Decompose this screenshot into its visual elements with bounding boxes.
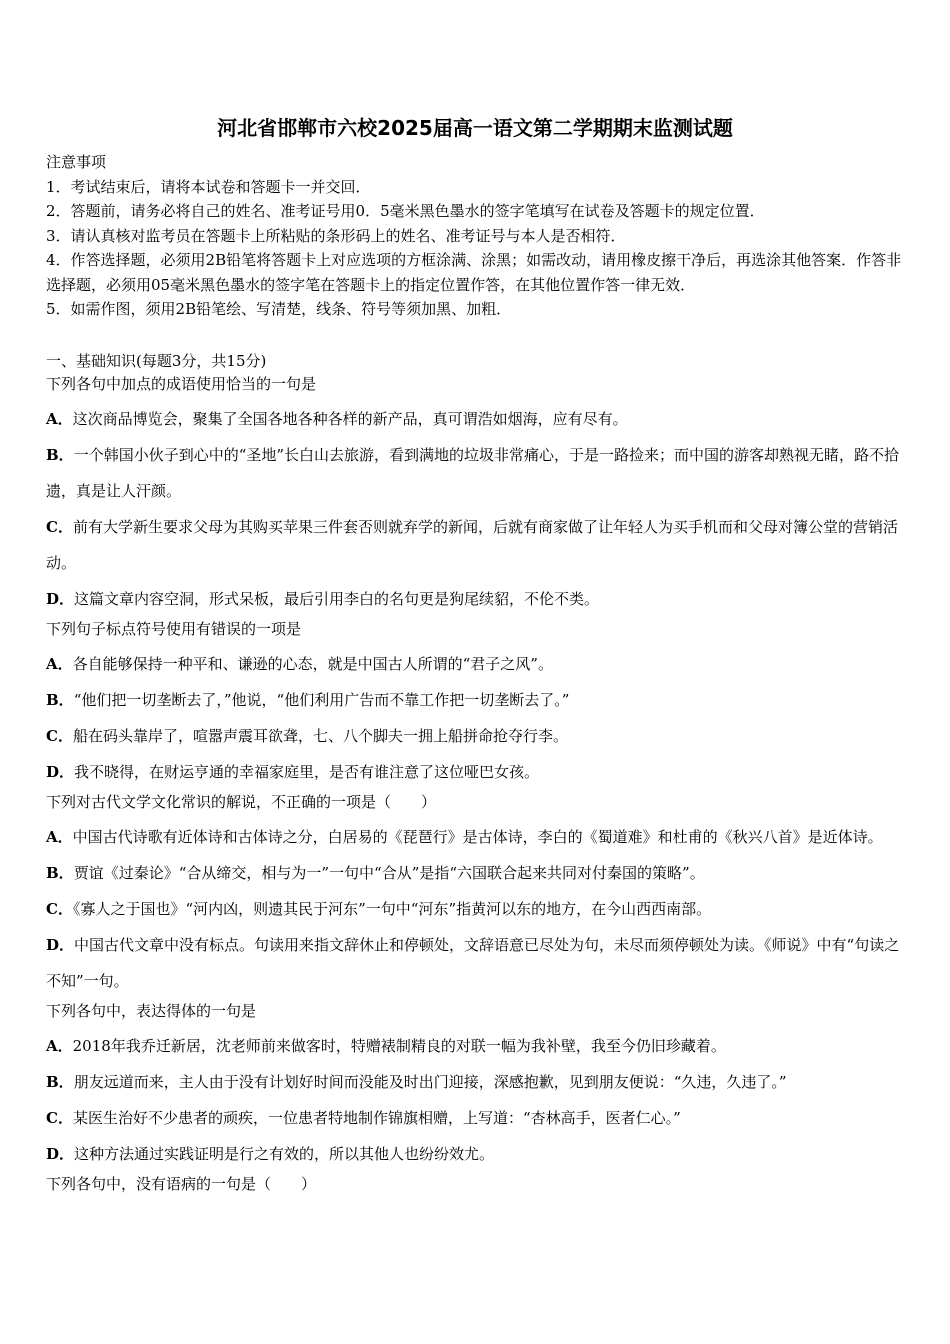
option-b — [46, 1064, 908, 1100]
option-text: 《寡人之于国也》“河内凶，则遗其民于河东”一句中“河东”指黄河以东的地方，在今山西西南部。 — [72, 900, 712, 918]
question-stem: 下列各句中，没有语病的一句是（ ） — [46, 1175, 317, 1193]
question — [46, 617, 908, 790]
option-label: B． — [46, 446, 74, 464]
option-text: 朋友远道而来，主人由于没有计划好时间而没能及时出门迎接，深感抱歉，见到朋友便说：“久违，久违了。” — [73, 1073, 787, 1091]
option-a — [46, 1028, 908, 1064]
option-text: “他们把一切垄断去了，”他说，“他们利用广告而不靠工作把一切垄断去了。” — [73, 691, 570, 709]
question-stem: 下列句子标点符号使用有错误的一项是 — [46, 620, 302, 638]
option-b — [46, 855, 908, 891]
section-heading: 一、基础知识(每题3分，共15分) — [46, 352, 267, 370]
option-label: C． — [46, 727, 73, 745]
option-label: A． — [46, 1037, 73, 1055]
question-stem: 下列对古代文学文化常识的解说，不正确的一项是（ ） — [46, 793, 437, 811]
option-label: C． — [46, 1109, 73, 1127]
option-text: 前有大学新生要求父母为其购买苹果三件套否则就弃学的新闻，后就有商家做了让年轻人为买手机而和父母对簿公堂的营销活动。 — [46, 518, 898, 572]
question — [46, 999, 908, 1172]
option-label: A． — [46, 655, 73, 673]
option-text: 我不晓得，在财运亨通的幸福家庭里，是否有谁注意了这位哑巴女孩。 — [74, 763, 540, 781]
option-text: 一个韩国小伙子到心中的“圣地”长白山去旅游，看到满地的垃圾非常痛心，于是一路捡来；而中国的游客却熟视无睹，路不拾遗，真是让人汗颜。 — [46, 446, 900, 500]
option-a — [46, 819, 908, 855]
option-label: A． — [46, 828, 73, 846]
option-label: C． — [46, 518, 73, 536]
option-b — [46, 682, 908, 718]
option-label: D． — [46, 1145, 75, 1163]
option-d — [46, 927, 908, 999]
question — [46, 372, 908, 617]
option-text: 中国古代诗歌有近体诗和古体诗之分，白居易的《琵琶行》是古体诗，李白的《蜀道难》和杜甫的《秋兴八首》是近体诗。 — [72, 828, 883, 846]
option-label: D． — [46, 763, 75, 781]
option-a — [46, 646, 908, 682]
questions-list — [46, 372, 908, 1201]
option-label: B． — [46, 1073, 74, 1091]
option-c — [46, 891, 908, 927]
option-label: A． — [46, 410, 73, 428]
option-c — [46, 1100, 908, 1136]
option-text: 中国古代文章中没有标点。句读用来指文辞休止和停顿处，文辞语意已尽处为句，未尽而须停顿处为读。《师说》中有“句读之不知”一句。 — [46, 936, 900, 990]
option-text: 这篇文章内容空洞，形式呆板，最后引用李白的名句更是狗尾续貂，不伦不类。 — [74, 590, 600, 608]
question — [46, 1172, 908, 1196]
question-stem: 下列各句中，表达得体的一句是 — [46, 1002, 257, 1020]
option-text: 这次商品博览会，聚集了全国各地各种各样的新产品，真可谓浩如烟海，应有尽有。 — [72, 410, 628, 428]
option-label: D． — [46, 590, 75, 608]
notes-heading: 注意事项 — [46, 153, 107, 171]
option-d — [46, 581, 908, 617]
option-d — [46, 754, 908, 790]
note-item: 4．作答选择题，必须用2B铅笔将答题卡上对应选项的方框涂满、涂黑；如需改动，请用橡皮擦干净后，再选涂其他答案．作答非选择题，必须用05毫米黑色墨水的签字笔在答题卡上的指定位置作答，在其他位置作答一律无效． — [46, 251, 902, 294]
exam-title: 河北省邯郸市六校2025届高一语文第二学期期末监测试题 — [217, 116, 733, 140]
option-c — [46, 718, 908, 754]
option-c — [46, 509, 908, 581]
option-text: 这种方法通过实践证明是行之有效的，所以其他人也纷纷效尤。 — [74, 1145, 495, 1163]
note-item: 2．答题前，请务必将自己的姓名、准考证号用0．5毫米黑色墨水的签字笔填写在试卷及答题卡的规定位置． — [46, 202, 765, 220]
notes-block — [46, 150, 908, 322]
question — [46, 790, 908, 999]
question-stem: 下列各句中加点的成语使用恰当的一句是 — [46, 375, 317, 393]
option-text: 船在码头靠岸了，喧嚣声震耳欲聋，七、八个脚夫一拥上船拼命抢夺行李。 — [72, 727, 568, 745]
option-label: B． — [46, 691, 74, 709]
option-text: 各自能够保持一种平和、谦逊的心态，就是中国古人所谓的“君子之风”。 — [72, 655, 553, 673]
option-label: D． — [46, 936, 75, 954]
option-text: 贾谊《过秦论》“合从缔交，相与为一”一句中“合从”是指“六国联合起来共同对付秦国的策略”。 — [73, 864, 705, 882]
option-d — [46, 1136, 908, 1172]
option-b — [46, 437, 908, 509]
option-text: 2018年我乔迁新居，沈老师前来做客时，特赠裱制精良的对联一幅为我补壁，我至今仍旧珍藏着。 — [72, 1037, 726, 1055]
note-item: 3．请认真核对监考员在答题卡上所粘贴的条形码上的姓名、准考证号与本人是否相符． — [46, 226, 626, 245]
option-a — [46, 401, 908, 437]
option-label: C． — [46, 900, 73, 918]
option-text: 某医生治好不少患者的顽疾，一位患者特地制作锦旗相赠，上写道：“杏林高手，医者仁心。” — [72, 1109, 681, 1127]
note-item: 1．考试结束后，请将本试卷和答题卡一并交回． — [46, 177, 371, 196]
option-label: B． — [46, 864, 74, 882]
note-item: 5．如需作图，须用2B铅笔绘、写清楚，线条、符号等须加黑、加粗． — [46, 300, 512, 318]
